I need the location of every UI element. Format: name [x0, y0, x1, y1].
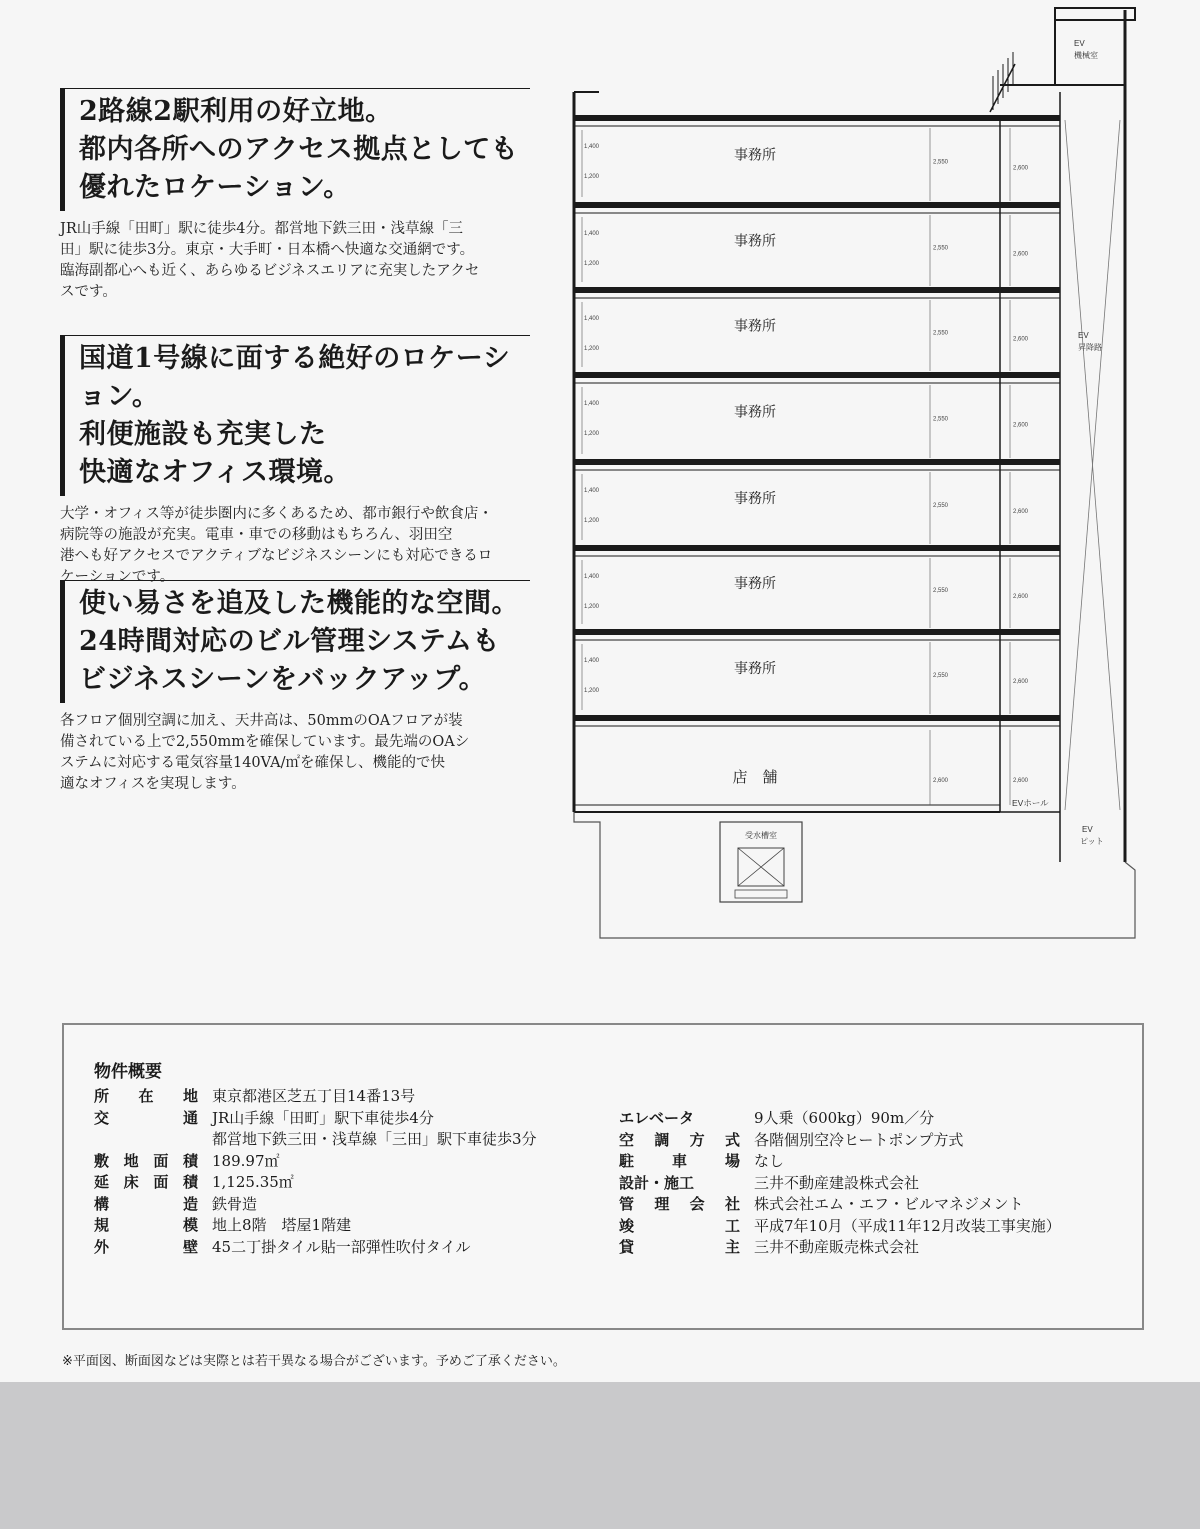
spec-row [94, 1237, 537, 1259]
spec-row [94, 1194, 537, 1216]
section-heading-wrap [60, 88, 530, 211]
spec-value: 東京都港区芝五丁目14番13号 [212, 1087, 416, 1105]
spec-key: 敷 地 面 積 [94, 1151, 198, 1170]
spec-value: 地上8階 塔屋1階建 [212, 1216, 352, 1234]
floor-label-office: 事務所 [734, 232, 776, 249]
heading-line: ビジネスシーンをバックアップ。 [79, 664, 487, 695]
spec-key: 貸 主 [619, 1238, 740, 1256]
spec-key: 外 壁 [94, 1237, 198, 1256]
body-line: 田」駅に徒歩3分。東京・大手町・日本橋へ快適な交通網です。 [60, 242, 475, 258]
heading-line: 使い易さを追及した機能的な空間。 [79, 588, 519, 619]
spec-list-right [619, 1108, 1061, 1259]
dimension-label: 1,200 [584, 346, 600, 352]
spec-value: 都営地下鉄三田・浅草線「三田」駅下車徒歩3分 [212, 1130, 537, 1148]
dimension-label: 1,200 [584, 688, 600, 694]
body-line: スです。 [60, 284, 117, 300]
floor-label-store: 店 舗 [732, 769, 778, 786]
footnote: ※平面図、断面図などは実際とは若干異なる場合がございます。予めご了承ください。 [62, 1354, 566, 1369]
spec-value: 鉄骨造 [212, 1194, 258, 1213]
bottom-band [0, 1382, 1200, 1529]
spec-row [94, 1129, 537, 1151]
ev-shaft-label: EV [1078, 331, 1089, 340]
spec-key: 竣 工 [619, 1216, 740, 1235]
spec-list-left [94, 1086, 537, 1258]
dimension-label: 1,200 [584, 518, 600, 524]
dimension-label: 2,550 [933, 330, 949, 337]
floor-label-office: 事務所 [734, 575, 776, 591]
section-body [60, 504, 530, 588]
spec-row [619, 1237, 1061, 1259]
section-body [60, 711, 530, 795]
spec-value: 三井不動産販売株式会社 [754, 1238, 920, 1256]
floor-label-office: 事務所 [734, 146, 776, 163]
ev-pit-label: ピット [1080, 837, 1104, 846]
dimension-label: 2,550 [933, 588, 949, 594]
spec-value: 9人乗（600kg）90m／分 [754, 1109, 935, 1127]
spec-key: 所 在 地 [94, 1087, 198, 1105]
spec-key: 駐 車 場 [619, 1152, 740, 1170]
body-line: 大学・オフィス等が徒歩圏内に多くあるため、都市銀行や飲食店・ [60, 506, 493, 522]
spec-key [94, 1129, 212, 1151]
spec-row [94, 1086, 537, 1108]
ev-pit-label: EV [1082, 825, 1093, 834]
spec-key: エレベータ [619, 1109, 695, 1127]
ev-machine-room-label: 機械室 [1074, 51, 1098, 60]
section-environment [60, 335, 530, 588]
heading-line: 都内各所へのアクセス拠点としても [79, 134, 519, 165]
dimension-label: 2,600 [1013, 778, 1029, 784]
section-heading [79, 340, 530, 492]
dimension-label: 1,200 [584, 174, 600, 180]
section-heading-wrap [60, 335, 530, 496]
dimension-label: 2,600 [1013, 679, 1029, 685]
spec-key: 延 床 面 積 [94, 1173, 198, 1191]
spec-row [94, 1151, 537, 1173]
basement-outline [574, 812, 1135, 938]
floor-slab [574, 115, 1060, 121]
spec-row [94, 1215, 537, 1237]
spec-value: 45二丁掛タイル貼一部弾性吹付タイル [212, 1237, 471, 1256]
dimension-label: 1,200 [584, 431, 600, 437]
heading-line: 利便施設も充実した [79, 419, 327, 450]
spec-key: 設計・施工 [619, 1173, 695, 1192]
spec-row [619, 1151, 1061, 1173]
floor-slab [574, 715, 1060, 721]
spec-row [94, 1172, 537, 1194]
floor-slab [574, 287, 1060, 293]
body-line: ケーションです。 [60, 569, 175, 585]
floor-slab [574, 459, 1060, 465]
section-heading [79, 585, 530, 699]
section-heading [79, 93, 530, 207]
body-line: 適なオフィスを実現します。 [60, 776, 246, 792]
spec-value: 1,125.35㎡ [212, 1173, 294, 1191]
section-heading-wrap [60, 580, 530, 703]
heading-line: 優れたロケーション。 [79, 172, 351, 203]
spec-row [94, 1108, 537, 1130]
spec-key: 規 模 [94, 1216, 198, 1234]
dimension-label: 2,550 [933, 159, 949, 166]
dimension-label: 2,600 [1013, 336, 1029, 343]
dimension-label: 2,600 [1013, 594, 1029, 600]
spec-row [619, 1173, 1061, 1195]
floor-slab [574, 372, 1060, 378]
dimension-label: 1,400 [584, 231, 600, 237]
floor-label-office: 事務所 [734, 490, 776, 506]
dimension-label: 1,400 [584, 316, 600, 322]
dimension-label: 2,550 [933, 416, 949, 423]
body-line: 臨海副都心へも近く、あらゆるビジネスエリアに充実したアクセ [60, 263, 480, 279]
water-tank-base [735, 890, 787, 898]
dimension-label: 2,600 [1013, 422, 1029, 429]
spec-value: 平成7年10月（平成11年12月改装工事実施） [754, 1216, 1061, 1235]
body-line: 各フロア個別空調に加え、天井高は、50mmのOAフロアが装 [60, 713, 463, 729]
section-function [60, 580, 530, 795]
dimension-label: 2,600 [933, 778, 949, 784]
dimension-label: 2,550 [933, 245, 949, 252]
heading-line: 24時間対応のビル管理システムも [79, 626, 500, 657]
body-line: ステムに対応する電気容量140VA/㎡を確保し、機能的で快 [60, 755, 446, 771]
ev-machine-room-label: EV [1074, 39, 1085, 48]
building-section-diagram [560, 0, 1160, 960]
dimension-label: 2,550 [933, 503, 949, 509]
spec-value: 株式会社エム・エフ・ビルマネジメント [754, 1195, 1024, 1213]
spec-key: 管 理 会 社 [619, 1195, 740, 1213]
dimension-label: 2,550 [933, 673, 949, 679]
spec-row [619, 1194, 1061, 1216]
spec-value: 189.97㎡ [212, 1151, 280, 1170]
dimension-label: 1,400 [584, 574, 600, 580]
dimension-label: 2,600 [1013, 509, 1029, 515]
section-location [60, 88, 530, 303]
spec-value: 三井不動産建設株式会社 [754, 1173, 920, 1192]
heading-line: 快適なオフィス環境。 [79, 457, 352, 488]
ev-hall-label: EVホール [1012, 798, 1049, 808]
floor-label-office: 事務所 [734, 317, 776, 334]
spec-key: 空 調 方 式 [619, 1130, 740, 1149]
water-tank-room-label: 受水槽室 [745, 831, 777, 840]
section-body [60, 219, 530, 303]
ev-machine-room-roof [1055, 8, 1135, 20]
dimension-label: 1,200 [584, 604, 600, 610]
dimension-label: 2,600 [1013, 251, 1029, 258]
heading-line: 2路線2駅利用の好立地。 [79, 96, 393, 127]
spec-row [619, 1108, 1061, 1130]
summary-title: 物件概要 [94, 1062, 162, 1082]
body-line: 病院等の施設が充実。電車・車での移動はもちろん、羽田空 [60, 527, 453, 543]
dimension-label: 1,400 [584, 658, 600, 664]
body-line: 港へも好アクセスでアクティブなビジネスシーンにも対応できるロ [60, 548, 493, 564]
spec-value: 各階個別空冷ヒートポンプ方式 [754, 1130, 964, 1149]
dimension-label: 1,400 [584, 488, 600, 494]
floor-slab [574, 202, 1060, 208]
floor-slab [574, 545, 1060, 551]
spec-row [619, 1130, 1061, 1152]
floor-slab [574, 629, 1060, 635]
property-summary [62, 1023, 1144, 1330]
floor-label-office: 事務所 [734, 403, 776, 420]
spec-value: なし [754, 1152, 785, 1170]
spec-row [619, 1216, 1061, 1238]
body-line: 備されている上で2,550mmを確保しています。最先端のOAシ [60, 734, 470, 750]
spec-value: JR山手線「田町」駅下車徒歩4分 [212, 1108, 434, 1127]
dimension-label: 2,600 [1013, 165, 1029, 172]
ev-shaft-label: 昇降路 [1078, 343, 1102, 352]
spec-key: 交 通 [94, 1108, 198, 1127]
body-line: JR山手線「田町」駅に徒歩4分。都営地下鉄三田・浅草線「三 [60, 221, 463, 237]
floor-label-office: 事務所 [734, 660, 776, 676]
dimension-label: 1,400 [584, 401, 600, 407]
spec-key: 構 造 [94, 1194, 198, 1213]
heading-line: 国道1号線に面する絶好のロケーション。 [79, 343, 511, 412]
dimension-label: 1,200 [584, 261, 600, 267]
dimension-label: 1,400 [584, 144, 600, 150]
